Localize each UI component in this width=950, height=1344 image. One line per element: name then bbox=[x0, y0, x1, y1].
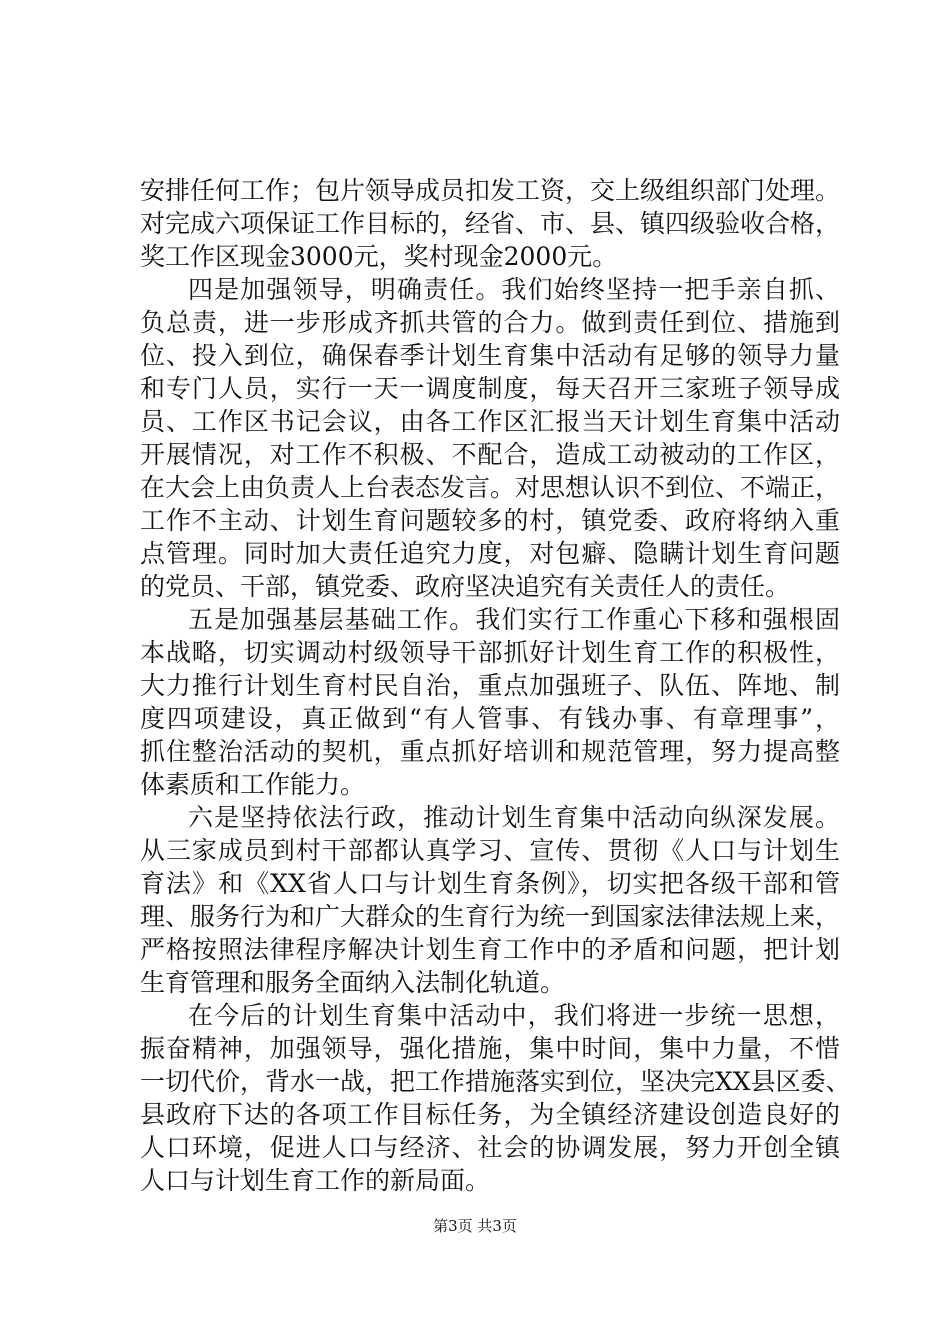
body-line: 一切代价，背水一战，把工作措施落实到位，坚决完XX县区委、 bbox=[140, 1067, 851, 1096]
body-line: 点管理。同时加大责任追究力度，对包癖、隐瞒计划生育问题 bbox=[140, 539, 840, 568]
body-line: 振奋精神，加强领导，强化措施，集中时间，集中力量，不惜 bbox=[140, 1034, 840, 1063]
body-line: 度四项建设，真正做到“有人管事、有钱办事、有章理事”， bbox=[140, 704, 840, 733]
body-line: 和专门人员，实行一天一调度制度，每天召开三家班子领导成 bbox=[140, 374, 840, 403]
body-line: 安排任何工作；包片领导成员扣发工资，交上级组织部门处理。 bbox=[140, 176, 841, 205]
body-line: 员、工作区书记会议，由各工作区汇报当天计划生育集中活动 bbox=[140, 407, 840, 436]
body-line: 抓住整治活动的契机，重点抓好培训和规范管理，努力提高整 bbox=[140, 737, 840, 766]
body-line: 开展情况，对工作不积极、不配合，造成工动被动的工作区， bbox=[140, 440, 840, 469]
body-line: 的党员、干部，镇党委、政府坚决追究有关责任人的责任。 bbox=[140, 572, 791, 601]
body-line: 对完成六项保证工作目标的，经省、市、县、镇四级验收合格， bbox=[140, 209, 841, 238]
body-line: 五是加强基层基础工作。我们实行工作重心下移和强根固 bbox=[188, 605, 840, 634]
body-line: 严格按照法律程序解决计划生育工作中的矛盾和问题，把计划 bbox=[140, 935, 840, 964]
body-line: 理、服务行为和广大群众的生育行为统一到国家法律法规上来， bbox=[140, 902, 841, 931]
body-line: 位、投入到位，确保春季计划生育集中活动有足够的领导力量 bbox=[140, 341, 840, 370]
body-line: 体素质和工作能力。 bbox=[140, 770, 366, 799]
body-line: 生育管理和服务全面纳入法制化轨道。 bbox=[140, 968, 566, 997]
page-number: 第3页 共3页 bbox=[433, 1217, 517, 1235]
body-line: 县政府下达的各项工作目标任务，为全镇经济建设创造良好的 bbox=[140, 1100, 840, 1129]
body-line: 在大会上由负责人上台表态发言。对思想认识不到位、不端正， bbox=[140, 473, 841, 502]
body-line: 奖工作区现金3000元，奖村现金2000元。 bbox=[140, 242, 618, 271]
body-line: 人口与计划生育工作的新局面。 bbox=[140, 1166, 491, 1195]
body-line: 四是加强领导，明确责任。我们始终坚持一把手亲自抓、 bbox=[188, 275, 840, 304]
body-line: 六是坚持依法行政，推动计划生育集中活动向纵深发展。 bbox=[188, 803, 840, 832]
body-line: 负总责，进一步形成齐抓共管的合力。做到责任到位、措施到 bbox=[140, 308, 840, 337]
body-line: 从三家成员到村干部都认真学习、宣传、贯彻《人口与计划生 bbox=[140, 836, 840, 865]
body-line: 育法》和《XX省人口与计划生育条例》，切实把各级干部和管 bbox=[140, 869, 840, 898]
body-line: 大力推行计划生育村民自治，重点加强班子、队伍、阵地、制 bbox=[140, 671, 840, 700]
body-line: 本战略，切实调动村级领导干部抓好计划生育工作的积极性， bbox=[140, 638, 840, 667]
body-line: 工作不主动、计划生育问题较多的村，镇党委、政府将纳入重 bbox=[140, 506, 840, 535]
body-line: 人口环境，促进人口与经济、社会的协调发展，努力开创全镇 bbox=[140, 1133, 840, 1162]
body-line: 在今后的计划生育集中活动中，我们将进一步统一思想， bbox=[188, 1001, 840, 1030]
